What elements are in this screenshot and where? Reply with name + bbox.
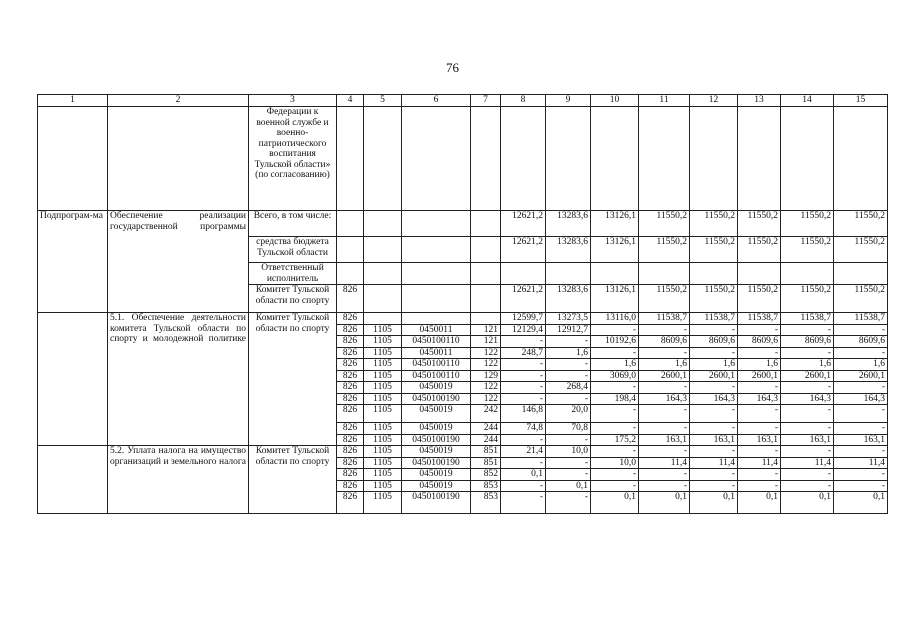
value-cell: -: [501, 457, 546, 469]
value-cell: -: [781, 324, 834, 336]
value-cell: 0,1: [781, 492, 834, 514]
value-cell: -: [781, 480, 834, 492]
value-cell: 0,1: [591, 492, 639, 514]
value-cell: [781, 263, 834, 285]
code-cell: 1105: [364, 405, 402, 423]
code-cell: 826: [337, 370, 364, 382]
value-cell: 164,3: [738, 393, 781, 405]
code-cell: 826: [337, 382, 364, 394]
value-cell: 1,6: [546, 347, 591, 359]
code-cell: 0450019: [402, 405, 471, 423]
code-cell: [337, 237, 364, 263]
value-cell: 163,1: [781, 434, 834, 446]
table-cell: [546, 107, 591, 211]
value-cell: 175,2: [591, 434, 639, 446]
executor-cell: Федерации к военной службе и военно-патриотического воспитания Тульской области» (по согласованию): [249, 107, 337, 211]
value-cell: -: [690, 446, 738, 458]
value-cell: 11550,2: [738, 211, 781, 237]
value-cell: -: [834, 446, 888, 458]
value-cell: -: [834, 382, 888, 394]
value-cell: 2600,1: [639, 370, 690, 382]
value-cell: 2600,1: [738, 370, 781, 382]
column-number: 7: [471, 95, 501, 107]
budget-table: [37, 94, 888, 514]
value-cell: 11,4: [781, 457, 834, 469]
table-cell: [471, 107, 501, 211]
code-cell: 244: [471, 434, 501, 446]
code-cell: 1105: [364, 359, 402, 371]
value-cell: -: [738, 446, 781, 458]
value-cell: 13283,6: [546, 285, 591, 313]
code-cell: 826: [337, 457, 364, 469]
value-cell: 2600,1: [690, 370, 738, 382]
table-cell: [402, 211, 471, 237]
code-cell: 826: [337, 336, 364, 348]
value-cell: -: [546, 359, 591, 371]
value-cell: -: [639, 347, 690, 359]
value-cell: 163,1: [738, 434, 781, 446]
value-cell: 11538,7: [639, 313, 690, 325]
value-cell: [546, 263, 591, 285]
table-cell: [471, 211, 501, 237]
value-cell: -: [690, 480, 738, 492]
value-cell: 11550,2: [834, 285, 888, 313]
value-cell: 13126,1: [591, 237, 639, 263]
value-cell: 12621,2: [501, 237, 546, 263]
value-cell: -: [781, 347, 834, 359]
value-cell: -: [690, 382, 738, 394]
code-cell: 1105: [364, 480, 402, 492]
code-cell: 1105: [364, 382, 402, 394]
value-cell: 12129,4: [501, 324, 546, 336]
value-cell: 12621,2: [501, 285, 546, 313]
code-cell: 129: [471, 370, 501, 382]
value-cell: -: [834, 423, 888, 435]
code-cell: 0450011: [402, 324, 471, 336]
table-cell: [38, 446, 108, 514]
value-cell: 163,1: [639, 434, 690, 446]
code-cell: 0450100190: [402, 393, 471, 405]
code-cell: [337, 263, 364, 285]
value-cell: 11538,7: [834, 313, 888, 325]
code-cell: 826: [337, 434, 364, 446]
code-cell: 244: [471, 423, 501, 435]
column-number: 9: [546, 95, 591, 107]
item-5-1-title: 5.1. Обеспечение деятельности комитета Тульской области по спорту и молодежной политике: [108, 313, 249, 446]
value-cell: 163,1: [690, 434, 738, 446]
value-cell: -: [834, 480, 888, 492]
column-number: 3: [249, 95, 337, 107]
value-cell: -: [834, 347, 888, 359]
row-label: средства бюджета Тульской области: [249, 237, 337, 263]
value-cell: 268,4: [546, 382, 591, 394]
table-cell: [364, 237, 402, 263]
table-cell: [501, 107, 546, 211]
value-cell: -: [781, 405, 834, 423]
code-cell: 0450019: [402, 446, 471, 458]
code-cell: 826: [337, 480, 364, 492]
value-cell: 8609,6: [781, 336, 834, 348]
value-cell: -: [738, 480, 781, 492]
code-cell: [471, 313, 501, 325]
code-cell: [364, 313, 402, 325]
code-cell: 1105: [364, 347, 402, 359]
code-cell: 826: [337, 405, 364, 423]
value-cell: 146,8: [501, 405, 546, 423]
code-cell: 0450019: [402, 480, 471, 492]
value-cell: -: [639, 480, 690, 492]
value-cell: -: [834, 324, 888, 336]
continuation-row: [38, 107, 888, 211]
value-cell: 0,1: [546, 480, 591, 492]
value-cell: -: [591, 480, 639, 492]
value-cell: 11,4: [738, 457, 781, 469]
value-cell: [501, 263, 546, 285]
value-cell: 11550,2: [781, 285, 834, 313]
table-cell: [471, 263, 501, 285]
value-cell: -: [501, 480, 546, 492]
table-cell: [337, 107, 364, 211]
value-cell: 11538,7: [690, 313, 738, 325]
value-cell: -: [501, 359, 546, 371]
code-cell: 826: [337, 324, 364, 336]
value-cell: -: [690, 469, 738, 481]
value-cell: 11550,2: [639, 285, 690, 313]
value-cell: -: [639, 446, 690, 458]
code-cell: [337, 211, 364, 237]
value-cell: -: [738, 469, 781, 481]
code-cell: 0450019: [402, 382, 471, 394]
value-cell: 1,6: [834, 359, 888, 371]
code-cell: 0450100110: [402, 359, 471, 371]
table-cell: [38, 107, 108, 211]
value-cell: -: [738, 347, 781, 359]
code-cell: 1105: [364, 492, 402, 514]
code-cell: 851: [471, 457, 501, 469]
value-cell: 12621,2: [501, 211, 546, 237]
value-cell: -: [639, 423, 690, 435]
value-cell: 11,4: [639, 457, 690, 469]
code-cell: 0450011: [402, 347, 471, 359]
column-number: 12: [690, 95, 738, 107]
code-cell: 121: [471, 324, 501, 336]
value-cell: 11550,2: [639, 211, 690, 237]
value-cell: -: [546, 457, 591, 469]
column-number: 13: [738, 95, 781, 107]
code-cell: 0450100190: [402, 492, 471, 514]
value-cell: 11550,2: [690, 211, 738, 237]
value-cell: 13126,1: [591, 211, 639, 237]
column-number: 2: [108, 95, 249, 107]
value-cell: 13116,0: [591, 313, 639, 325]
code-cell: 1105: [364, 469, 402, 481]
subprogram-title: Обеспечение реализации государственной программы: [108, 211, 249, 313]
value-cell: -: [591, 446, 639, 458]
code-cell: 1105: [364, 393, 402, 405]
value-cell: -: [781, 469, 834, 481]
value-cell: -: [501, 382, 546, 394]
value-cell: 3069,0: [591, 370, 639, 382]
table-row: [38, 313, 888, 325]
value-cell: -: [781, 423, 834, 435]
value-cell: -: [690, 405, 738, 423]
value-cell: -: [501, 393, 546, 405]
value-cell: -: [834, 469, 888, 481]
code-cell: 1105: [364, 457, 402, 469]
value-cell: -: [781, 446, 834, 458]
value-cell: 10,0: [546, 446, 591, 458]
code-cell: 826: [337, 423, 364, 435]
row-label: Комитет Тульской области по спорту: [249, 285, 337, 313]
value-cell: -: [639, 324, 690, 336]
value-cell: -: [591, 469, 639, 481]
value-cell: 8609,6: [639, 336, 690, 348]
value-cell: [834, 263, 888, 285]
value-cell: 164,3: [834, 393, 888, 405]
value-cell: -: [591, 405, 639, 423]
code-cell: 853: [471, 480, 501, 492]
value-cell: [738, 263, 781, 285]
column-number: 15: [834, 95, 888, 107]
value-cell: 11550,2: [738, 237, 781, 263]
value-cell: -: [690, 423, 738, 435]
value-cell: -: [546, 492, 591, 514]
code-cell: 826: [337, 469, 364, 481]
value-cell: 11550,2: [738, 285, 781, 313]
value-cell: 1,6: [639, 359, 690, 371]
code-cell: 826: [337, 446, 364, 458]
code-cell: 1105: [364, 434, 402, 446]
value-cell: 13126,1: [591, 285, 639, 313]
column-number: 1: [38, 95, 108, 107]
value-cell: -: [738, 382, 781, 394]
item-5-1-executor: Комитет Тульской области по спорту: [249, 313, 337, 446]
item-5-2-title: 5.2. Уплата налога на имущество организаций и земельного налога: [108, 446, 249, 514]
code-cell: 826: [337, 359, 364, 371]
code-cell: 1105: [364, 423, 402, 435]
code-cell: 0450100190: [402, 434, 471, 446]
code-cell: 0450100110: [402, 370, 471, 382]
value-cell: 11550,2: [781, 237, 834, 263]
value-cell: 11550,2: [834, 211, 888, 237]
value-cell: 12599,7: [501, 313, 546, 325]
table-cell: [364, 263, 402, 285]
code-cell: 121: [471, 336, 501, 348]
code-cell: 826: [337, 492, 364, 514]
value-cell: 74,8: [501, 423, 546, 435]
value-cell: -: [639, 382, 690, 394]
code-cell: 122: [471, 393, 501, 405]
table-cell: [781, 107, 834, 211]
subprogram-label: Подпрограм-ма: [38, 211, 108, 313]
table-row: [38, 446, 888, 458]
value-cell: 12912,7: [546, 324, 591, 336]
value-cell: 8609,6: [834, 336, 888, 348]
value-cell: [690, 263, 738, 285]
value-cell: 0,1: [690, 492, 738, 514]
column-number: 4: [337, 95, 364, 107]
code-cell: 122: [471, 347, 501, 359]
code-cell: 0450100110: [402, 336, 471, 348]
value-cell: 11538,7: [781, 313, 834, 325]
value-cell: 1,6: [690, 359, 738, 371]
code-cell: 242: [471, 405, 501, 423]
table-cell: [471, 285, 501, 313]
value-cell: 20,0: [546, 405, 591, 423]
value-cell: 1,6: [738, 359, 781, 371]
value-cell: -: [501, 370, 546, 382]
column-number: 14: [781, 95, 834, 107]
column-number: 6: [402, 95, 471, 107]
table-cell: [738, 107, 781, 211]
value-cell: 0,1: [501, 469, 546, 481]
page-number: 76: [446, 60, 459, 75]
value-cell: [639, 263, 690, 285]
value-cell: 1,6: [591, 359, 639, 371]
value-cell: -: [591, 382, 639, 394]
code-cell: 826: [337, 393, 364, 405]
code-cell: 851: [471, 446, 501, 458]
value-cell: -: [834, 405, 888, 423]
value-cell: 11550,2: [690, 285, 738, 313]
value-cell: -: [591, 347, 639, 359]
column-number: 8: [501, 95, 546, 107]
row-label: Ответственный исполнитель: [249, 263, 337, 285]
value-cell: -: [501, 492, 546, 514]
value-cell: -: [546, 469, 591, 481]
table-row: [38, 211, 888, 237]
value-cell: -: [738, 423, 781, 435]
table-cell: [834, 107, 888, 211]
value-cell: 11550,2: [781, 211, 834, 237]
value-cell: 13273,5: [546, 313, 591, 325]
table-cell: [38, 313, 108, 446]
value-cell: 11,4: [690, 457, 738, 469]
column-number: 10: [591, 95, 639, 107]
value-cell: 164,3: [639, 393, 690, 405]
value-cell: 11550,2: [690, 237, 738, 263]
value-cell: -: [546, 370, 591, 382]
value-cell: -: [639, 405, 690, 423]
code-cell: 826: [337, 285, 364, 313]
code-cell: 1105: [364, 446, 402, 458]
value-cell: 1,6: [781, 359, 834, 371]
value-cell: -: [738, 324, 781, 336]
value-cell: [591, 263, 639, 285]
value-cell: -: [501, 336, 546, 348]
value-cell: 11,4: [834, 457, 888, 469]
value-cell: -: [501, 434, 546, 446]
table-cell: [402, 263, 471, 285]
value-cell: 70,8: [546, 423, 591, 435]
value-cell: 13283,6: [546, 237, 591, 263]
table-cell: [364, 211, 402, 237]
item-5-2-executor: Комитет Тульской области по спорту: [249, 446, 337, 514]
code-cell: 1105: [364, 336, 402, 348]
value-cell: -: [639, 469, 690, 481]
code-cell: 122: [471, 359, 501, 371]
table-cell: [690, 107, 738, 211]
table-cell: [402, 285, 471, 313]
code-cell: 826: [337, 347, 364, 359]
value-cell: 164,3: [690, 393, 738, 405]
value-cell: -: [738, 405, 781, 423]
code-cell: 0450019: [402, 423, 471, 435]
value-cell: 0,1: [738, 492, 781, 514]
value-cell: -: [546, 336, 591, 348]
value-cell: 11538,7: [738, 313, 781, 325]
table-cell: [639, 107, 690, 211]
value-cell: 2600,1: [781, 370, 834, 382]
table-cell: [108, 107, 249, 211]
value-cell: 0,1: [834, 492, 888, 514]
value-cell: 0,1: [639, 492, 690, 514]
code-cell: [402, 313, 471, 325]
value-cell: -: [591, 324, 639, 336]
value-cell: 10192,6: [591, 336, 639, 348]
value-cell: -: [690, 324, 738, 336]
code-cell: 826: [337, 313, 364, 325]
value-cell: 10,0: [591, 457, 639, 469]
table-cell: [591, 107, 639, 211]
value-cell: -: [546, 434, 591, 446]
value-cell: 8609,6: [690, 336, 738, 348]
column-number: 11: [639, 95, 690, 107]
value-cell: -: [591, 423, 639, 435]
table-cell: [402, 237, 471, 263]
code-cell: 0450100190: [402, 457, 471, 469]
value-cell: 163,1: [834, 434, 888, 446]
value-cell: -: [546, 393, 591, 405]
column-number: 5: [364, 95, 402, 107]
value-cell: 11550,2: [834, 237, 888, 263]
column-number-row: [38, 95, 888, 107]
value-cell: 13283,6: [546, 211, 591, 237]
table-cell: [364, 285, 402, 313]
table-cell: [364, 107, 402, 211]
value-cell: 198,4: [591, 393, 639, 405]
code-cell: 122: [471, 382, 501, 394]
row-label: Всего, в том числе:: [249, 211, 337, 237]
value-cell: 11550,2: [639, 237, 690, 263]
value-cell: 8609,6: [738, 336, 781, 348]
value-cell: -: [690, 347, 738, 359]
code-cell: 0450019: [402, 469, 471, 481]
code-cell: 852: [471, 469, 501, 481]
code-cell: 853: [471, 492, 501, 514]
table-cell: [471, 237, 501, 263]
table-cell: [402, 107, 471, 211]
value-cell: 21,4: [501, 446, 546, 458]
value-cell: 248,7: [501, 347, 546, 359]
value-cell: 2600,1: [834, 370, 888, 382]
code-cell: 1105: [364, 370, 402, 382]
value-cell: -: [781, 382, 834, 394]
value-cell: 164,3: [781, 393, 834, 405]
code-cell: 1105: [364, 324, 402, 336]
